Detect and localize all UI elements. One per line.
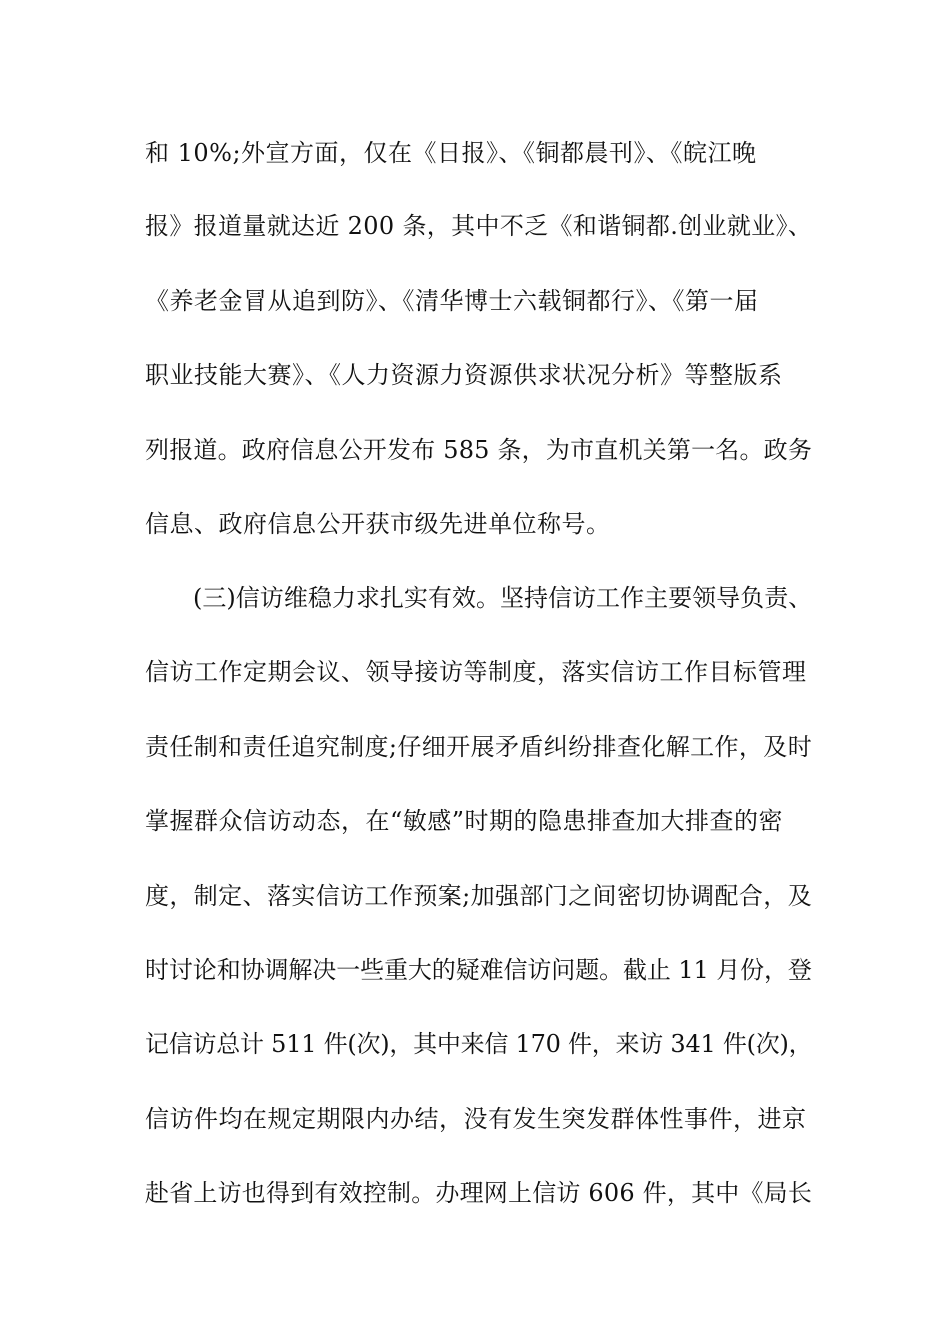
text-line-6: 信息、政府信息公开获市级先进单位称号。 xyxy=(145,510,611,538)
text-line-12: 时讨论和协调解决一些重大的疑难信访问题。截止 11 月份，登 xyxy=(145,956,812,984)
text-line-14: 信访件均在规定期限内办结，没有发生突发群体性事件，进京 xyxy=(145,1105,807,1133)
text-line-5: 列报道。政府信息公开发布 585 条，为市直机关第一名。政务 xyxy=(145,436,813,464)
text-line-10: 掌握群众信访动态，在“敏感”时期的隐患排查加大排查的密 xyxy=(145,807,784,835)
text-line-8: 信访工作定期会议、领导接访等制度，落实信访工作目标管理 xyxy=(145,658,807,686)
text-line-15: 赴省上访也得到有效控制。办理网上信访 606 件，其中《局长 xyxy=(145,1179,813,1207)
text-line-1: 和 10%;外宣方面，仅在《日报》、《铜都晨刊》、《皖江晚 xyxy=(145,139,757,167)
paragraph-heading-3: (三)信访维稳力求扎实有效。坚持信访工作主要领导负责、 xyxy=(193,584,813,612)
text-line-4: 职业技能大赛》、《人力资源力资源供求状况分析》等整版系 xyxy=(145,361,783,389)
text-line-2: 报》报道量就达近 200 条，其中不乏《和谐铜都.创业就业》、 xyxy=(145,212,813,240)
text-line-13: 记信访总计 511 件(次)，其中来信 170 件，来访 341 件(次)， xyxy=(145,1030,813,1058)
text-line-3: 《养老金冒从追到防》、《清华博士六载铜都行》、《第一届 xyxy=(145,287,759,315)
text-line-11: 度，制定、落实信访工作预案;加强部门之间密切协调配合，及 xyxy=(145,882,813,910)
text-line-9: 责任制和责任追究制度;仔细开展矛盾纠纷排查化解工作，及时 xyxy=(145,733,813,761)
